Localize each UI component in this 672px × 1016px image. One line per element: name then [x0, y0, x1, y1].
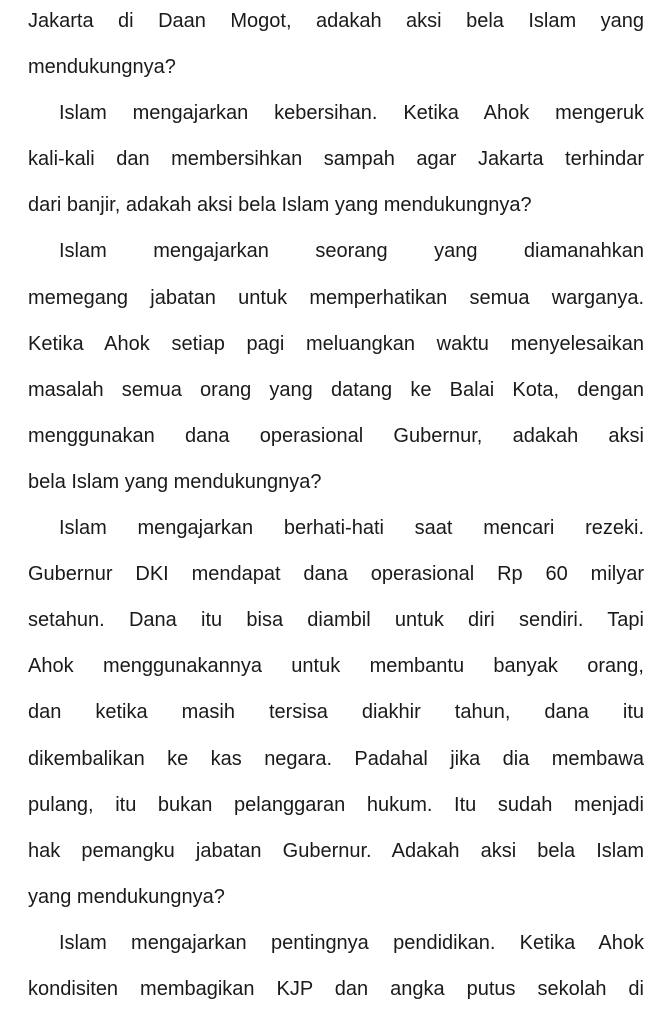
text-line	[28, 184, 644, 230]
line-text: Gubernur DKI mendapat dana operasional Rp 60 milyar	[28, 563, 644, 586]
text-line	[28, 138, 644, 184]
text-line	[28, 92, 644, 138]
line-text: menggunakan dana operasional Gubernur, adakah aksi	[28, 424, 644, 447]
text-line	[28, 830, 644, 876]
text-line	[28, 461, 644, 507]
text-line	[28, 691, 644, 737]
text-line	[28, 0, 644, 46]
line-text: memegang jabatan untuk memperhatikan semua warganya.	[28, 286, 644, 309]
line-text: dari banjir, adakah aksi bela Islam yang mendukungnya?	[28, 194, 532, 217]
line-text: kali-kali dan membersihkan sampah agar Jakarta terhindar	[28, 148, 644, 171]
line-text: kondisiten membagikan KJP dan angka putus sekolah di	[28, 977, 644, 1000]
text-line	[28, 876, 644, 922]
line-text: Ketika Ahok setiap pagi meluangkan waktu menyelesaikan	[28, 332, 644, 355]
text-line	[28, 738, 644, 784]
text-line	[28, 784, 644, 830]
article-body	[28, 0, 644, 1014]
text-line	[28, 323, 644, 369]
line-text: Ahok menggunakannya untuk membantu banyak orang,	[28, 655, 644, 678]
text-line	[28, 277, 644, 323]
line-text: dikembalikan ke kas negara. Padahal jika dia membawa	[28, 747, 644, 770]
line-text: hak pemangku jabatan Gubernur. Adakah aksi bela Islam	[28, 839, 644, 862]
text-line	[28, 645, 644, 691]
text-line	[28, 46, 644, 92]
line-text: setahun. Dana itu bisa diambil untuk diri sendiri. Tapi	[28, 609, 644, 632]
text-line	[28, 553, 644, 599]
text-line	[28, 968, 644, 1014]
line-text: pulang, itu bukan pelanggaran hukum. Itu sudah menjadi	[28, 793, 644, 816]
text-line	[28, 922, 644, 968]
line-text: Islam mengajarkan kebersihan. Ketika Ahok mengeruk	[59, 102, 644, 125]
line-text: Jakarta di Daan Mogot, adakah aksi bela Islam yang	[28, 10, 644, 32]
text-line	[28, 599, 644, 645]
line-text: dan ketika masih tersisa diakhir tahun, dana itu	[28, 701, 644, 724]
line-text: Islam mengajarkan seorang yang diamanahkan	[59, 240, 644, 263]
text-line	[28, 507, 644, 553]
line-text: bela Islam yang mendukungnya?	[28, 470, 322, 493]
line-text: mendukungnya?	[28, 56, 176, 79]
line-text: yang mendukungnya?	[28, 885, 225, 908]
line-text: Islam mengajarkan berhati-hati saat mencari rezeki.	[59, 517, 644, 540]
line-text: Islam mengajarkan pentingnya pendidikan. Ketika Ahok	[59, 931, 644, 954]
text-line	[28, 369, 644, 415]
text-line	[28, 415, 644, 461]
line-text: masalah semua orang yang datang ke Balai Kota, dengan	[28, 378, 644, 401]
text-line	[28, 230, 644, 276]
